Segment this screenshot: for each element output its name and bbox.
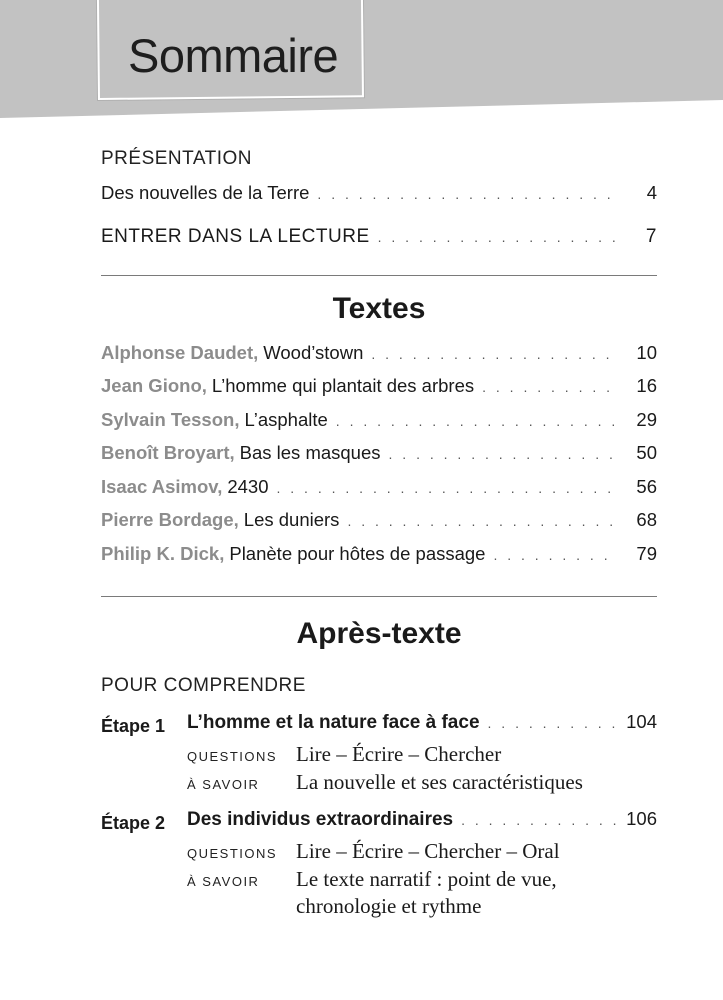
work-title: Bas les masques [239, 442, 381, 463]
entry-label: Des nouvelles de la Terre [101, 182, 310, 203]
work-title: 2430 [227, 476, 269, 497]
divider [101, 275, 657, 276]
page-number: 50 [636, 442, 657, 463]
dot-leader [488, 715, 621, 731]
work-title: Wood’stown [263, 342, 364, 363]
questions-key: QUESTIONS [187, 846, 278, 861]
toc-entry-text[interactable] [101, 442, 657, 470]
toc-entry-text[interactable] [101, 476, 657, 504]
toc-entry-presentation[interactable] [101, 182, 657, 210]
work-title: Les duniers [243, 509, 340, 530]
etape-title: L’homme et la nature face à face [187, 712, 480, 733]
savoir-value: La nouvelle et ses caractéristiques [296, 770, 583, 794]
dot-leader [389, 446, 615, 462]
divider [101, 596, 657, 597]
work-title: L’asphalte [244, 409, 328, 430]
questions-value: Lire – Écrire – Chercher – Oral [296, 839, 560, 863]
dot-leader [461, 812, 620, 828]
author-name: Pierre Bordage, [101, 509, 239, 530]
page-number: 7 [645, 226, 657, 247]
page-number: 16 [636, 375, 657, 396]
toc-entry-text[interactable] [101, 543, 657, 571]
dot-leader [317, 186, 615, 202]
author-name: Isaac Asimov, [101, 476, 223, 497]
toc-entry-text[interactable] [101, 409, 657, 437]
toc-entry-text[interactable] [101, 375, 657, 403]
toc-entry-text[interactable] [101, 509, 657, 537]
page-title: Sommaire [128, 29, 339, 82]
author-name: Benoît Broyart, [101, 442, 235, 463]
page-number: 10 [636, 342, 657, 363]
page-number: 79 [636, 543, 657, 564]
pour-comprendre-heading: POUR COMPRENDRE [101, 675, 306, 696]
page-number: 4 [646, 182, 657, 203]
page-number: 29 [636, 409, 657, 430]
page-number: 56 [636, 476, 657, 497]
dot-leader [493, 547, 615, 563]
savoir-value: Le texte narratif : point de vue, chronologie et rythme [296, 867, 557, 918]
dot-leader [482, 379, 615, 395]
section-heading-textes: Textes [332, 292, 426, 325]
dot-leader [347, 513, 615, 529]
entry-label: ENTRER DANS LA LECTURE [101, 226, 370, 247]
dot-leader [371, 346, 615, 362]
toc-entry-entrer[interactable] [101, 226, 657, 254]
etape-title: Des individus extraordinaires [187, 809, 454, 830]
savoir-key: À SAVOIR [187, 777, 260, 792]
author-name: Sylvain Tesson, [101, 409, 240, 430]
dot-leader [336, 413, 615, 429]
section-heading-apres-texte: Après-texte [296, 617, 462, 650]
toc-entry-etape[interactable] [187, 711, 657, 739]
etape-label: Étape 2 [101, 813, 166, 833]
page-number: 104 [626, 711, 657, 732]
page-number: 68 [636, 509, 657, 530]
work-title: L’homme qui plantait des arbres [211, 375, 475, 396]
author-name: Jean Giono, [101, 375, 207, 396]
questions-key: QUESTIONS [187, 749, 278, 764]
dot-leader [277, 480, 616, 496]
work-title: Planète pour hôtes de passage [229, 543, 486, 564]
toc-entry-text[interactable] [101, 342, 657, 370]
dot-leader [378, 229, 615, 245]
presentation-heading: PRÉSENTATION [101, 148, 252, 169]
author-name: Alphonse Daudet, [101, 342, 259, 363]
page-number: 106 [626, 808, 657, 829]
author-name: Philip K. Dick, [101, 543, 225, 564]
etape-label: Étape 1 [101, 716, 166, 736]
questions-value: Lire – Écrire – Chercher [296, 742, 502, 766]
savoir-key: À SAVOIR [187, 874, 260, 889]
toc-entry-etape[interactable] [187, 808, 657, 836]
